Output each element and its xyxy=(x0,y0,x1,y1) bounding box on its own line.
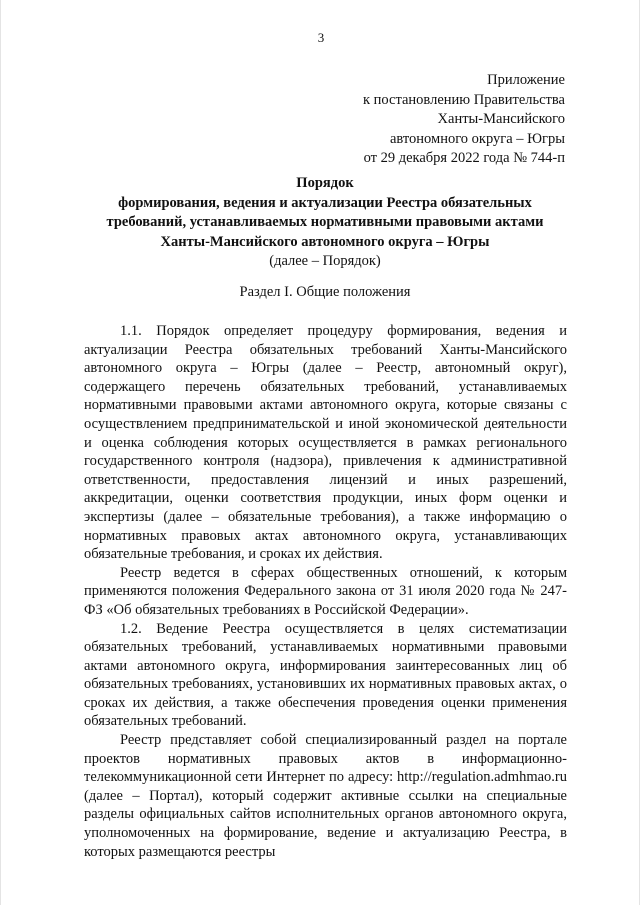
title-line: требований, устанавливаемых нормативными правовыми актами xyxy=(106,214,544,230)
document-title xyxy=(83,174,567,272)
appendix-line: Приложение xyxy=(487,72,565,88)
appendix-block xyxy=(363,71,565,169)
body-paragraph: Реестр ведется в сферах общественных отношений, к которым применяются положения Федерального закона от 31 июля 2020 года № 247-ФЗ «Об обязательных требованиях в Российской Федерации». xyxy=(84,564,567,618)
body-paragraph: Реестр представляет собой специализированный раздел на портале проектов нормативных правовых актов в информационно-телекоммуникационной сети Интернет по адресу: http://regulation.admhmao.ru (далее – Портал), который содержит активные ссылки на специальные разделы официальных сайтов исполнительных органов автономного округа, уполномоченных на формирование, ведение и актуализацию Реестра, в которых размещаются реестры xyxy=(84,732,567,860)
title-abbreviation: (далее – Порядок) xyxy=(269,253,381,269)
title-line: формирования, ведения и актуализации Реестра обязательных xyxy=(118,194,532,211)
title-heading: Порядок xyxy=(296,175,354,191)
appendix-line: к постановлению Правительства xyxy=(363,91,565,108)
body-paragraph: 1.2. Ведение Реестра осуществляется в целях систематизации обязательных требований, устанавливаемых нормативными правовыми актами автономного округа, информирования заинтересованных лиц об обязательных требованиях, установивших их нормативных правовых актах, о сроках их действия, а также обеспечения проведения оценки применения обязательных требований. xyxy=(84,620,567,730)
title-line: Ханты-Мансийского автономного округа – Югры xyxy=(160,233,490,250)
page-number: 3 xyxy=(317,30,325,45)
section-heading: Раздел I. Общие положения xyxy=(239,284,411,300)
document-body xyxy=(84,322,567,861)
appendix-line: от 29 декабря 2022 года № 744-п xyxy=(363,150,565,166)
appendix-line: Ханты-Мансийского xyxy=(437,111,565,127)
appendix-line: автономного округа – Югры xyxy=(389,130,565,147)
body-paragraph: 1.1. Порядок определяет процедуру формирования, ведения и актуализации Реестра обязательных требований Ханты-Мансийского автономного округа – Югры (далее – Реестр, автономный округ), содержащего перечень обязательных требований, устанавливаемых нормативными правовыми актами автономного округа, которые связаны с осуществлением предпринимательской и иной экономической деятельности и оценка соблюдения которых осуществляется в рамках регионального государственного контроля (надзора), привлечения к административной ответственности, предоставления лицензий и иных разрешений, аккредитации, оценки соответствия продукции, иных форм оценки и экспертизы (далее – обязательные требования), а также информацию о нормативных правовых актах автономного округа, устанавливающих обязательные требования, и сроках их действия. xyxy=(84,323,567,563)
